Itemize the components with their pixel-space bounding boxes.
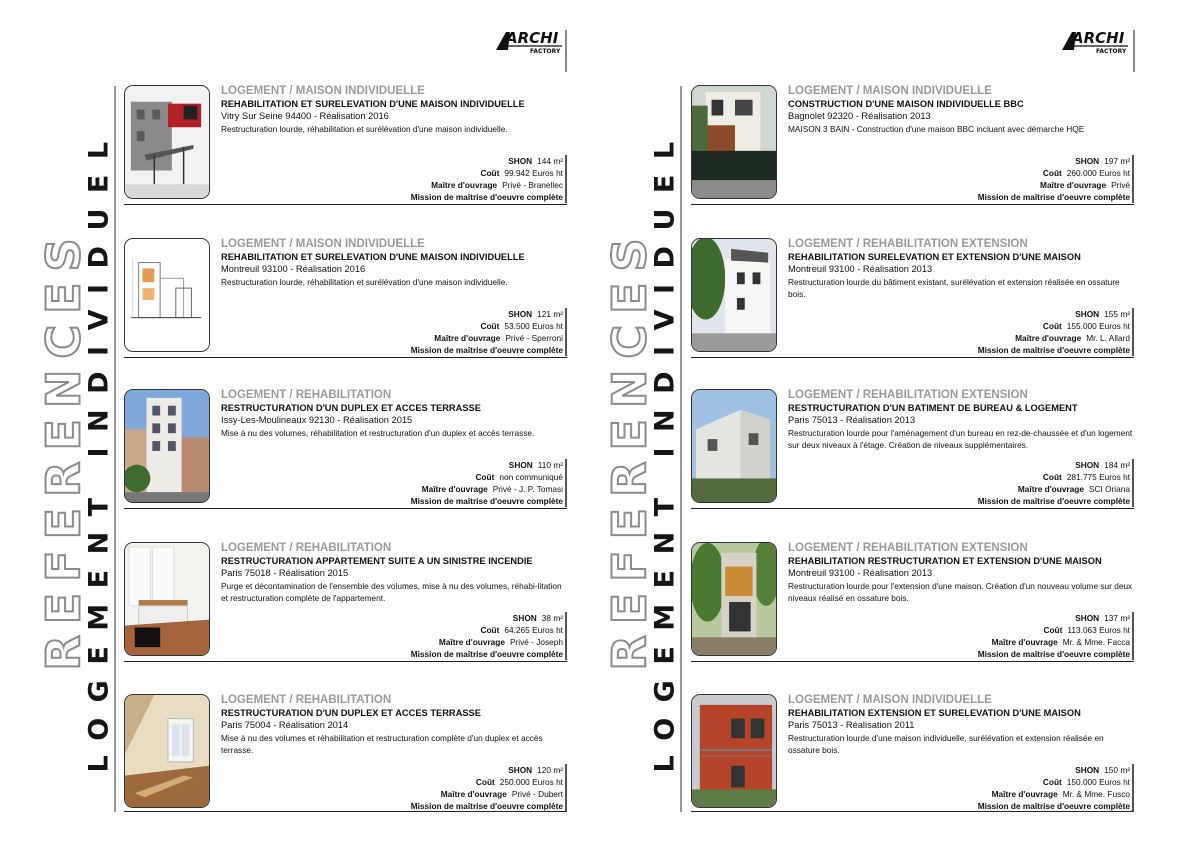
cout-value: 155.000 Euros ht (1066, 321, 1130, 331)
cout-value: 250.000 Euros ht (499, 777, 563, 787)
entry-description: Restructuration lourde, réhabilitation et surélévation d'une maison individuelle. (221, 277, 508, 287)
entry-location: Vitry Sur Seine 94400 - Réalisation 2016 (221, 111, 389, 121)
building-facade-icon (124, 389, 210, 503)
archi-factory-logo (494, 28, 564, 54)
entry-title: REHABILITATION EXTENSION ET SURELEVATION D'UNE MAISON (788, 708, 1081, 718)
entry-details (978, 612, 1130, 660)
maitre-label: Maître d'ouvrage (440, 789, 507, 799)
maitre-label: Maître d'ouvrage (421, 484, 488, 494)
shon-label: SHON (1075, 613, 1100, 623)
reference-entry (691, 694, 1134, 812)
entry-underline (124, 508, 567, 509)
shon-value: 184 m² (1104, 460, 1130, 470)
maitre-label: Maître d'ouvrage (434, 333, 501, 343)
entry-underline (691, 661, 1134, 662)
mission-label: Mission de maîtrise d'oeuvre complète (410, 345, 563, 355)
entry-text (788, 694, 1134, 756)
entry-category: LOGEMENT / REHABILITATION (221, 389, 392, 401)
entry-category: LOGEMENT / REHABILITATION EXTENSION (788, 238, 1028, 250)
vertical-separator (114, 86, 116, 812)
cout-label: Coût (1043, 625, 1063, 635)
entry-text (788, 389, 1134, 451)
reference-entry (124, 694, 567, 812)
entry-text (221, 542, 567, 604)
entry-description: Restructuration lourde d'une maison individuelle, surélévation et extension réalisée en ossature bois. (788, 733, 1104, 755)
entry-location: Montreuil 93100 - Réalisation 2013 (788, 264, 933, 274)
mission-label: Mission de maîtrise d'oeuvre complète (977, 801, 1130, 811)
entry-text (221, 85, 567, 135)
entry-details (411, 459, 563, 507)
logement-individuel-vertical-subtitle: LOGEMENT INDIVIDUEL (83, 125, 115, 773)
logo-divider (1133, 30, 1135, 72)
entry-title: REHABILITATION ET SURELEVATION D'UNE MAISON INDIVIDUELLE (221, 252, 525, 262)
entry-text (221, 238, 567, 288)
shon-value: 137 m² (1104, 613, 1130, 623)
cout-value: 113.063 Euros ht (1067, 625, 1130, 635)
entry-category: LOGEMENT / REHABILITATION (221, 694, 392, 706)
entry-title: RESTRUCTURATION D'UN DUPLEX ET ACCES TERRASSE (221, 708, 481, 718)
entry-category: LOGEMENT / REHABILITATION EXTENSION (788, 389, 1028, 401)
maitre-label: Maître d'ouvrage (1017, 484, 1084, 494)
entry-description: MAISON 3 BAIN - Construction d'une maison BBC incluant avec démarche HQE (788, 124, 1085, 134)
shon-value: 150 m² (1104, 765, 1130, 775)
entry-title: CONSTRUCTION D'UNE MAISON INDIVIDUELLE BBC (788, 99, 1024, 109)
mission-label: Mission de maîtrise d'oeuvre complète (977, 649, 1130, 659)
shon-label: SHON (1075, 156, 1100, 166)
reference-entry (124, 85, 567, 205)
elevation-drawing-icon (124, 238, 210, 352)
cout-label: Coût (480, 321, 500, 331)
maitre-label: Maître d'ouvrage (1040, 180, 1107, 190)
shon-value: 155 m² (1104, 309, 1130, 319)
shon-label: SHON (512, 613, 537, 623)
entry-description: Restructuration lourde pour l'aménagement d'un bureau en rez-de-chaussée et d'un logement sur deux niveaux à l'étage. Création de niveaux supplémentaires. (788, 428, 1133, 450)
red-cladding-icon (691, 694, 777, 808)
entry-underline (124, 204, 567, 205)
render-house-icon (124, 85, 210, 199)
vertical-separator (680, 86, 682, 812)
entry-category: LOGEMENT / MAISON INDIVIDUELLE (788, 85, 992, 97)
maitre-label: Maître d'ouvrage (991, 637, 1058, 647)
shon-value: 110 m² (537, 460, 563, 470)
shon-value: 120 m² (537, 765, 563, 775)
cout-value: 53.500 Euros ht (504, 321, 563, 331)
shon-value: 197 m² (1104, 156, 1130, 166)
maitre-value: Mr. L. Allard (1086, 333, 1130, 343)
modern-house-icon (691, 85, 777, 199)
right-page (566, 0, 1162, 842)
entry-category: LOGEMENT / MAISON INDIVIDUELLE (221, 238, 425, 250)
cout-value: 99.942 Euros ht (504, 168, 563, 178)
cout-value: non communiqué (499, 472, 563, 482)
entry-text (788, 542, 1134, 604)
entry-text (221, 389, 567, 439)
shon-label: SHON (508, 460, 533, 470)
white-cube-icon (691, 389, 777, 503)
maitre-value: Mr. & Mme. Facca (1062, 637, 1130, 647)
entry-underline (124, 357, 567, 358)
logo-word-archi: ARCHI (506, 29, 559, 47)
maitre-value: Privé - Sperroni (505, 333, 563, 343)
entry-title: REHABILITATION RESTRUCTURATION ET EXTENSION D'UNE MAISON (788, 556, 1102, 566)
entry-underline (691, 811, 1134, 812)
reference-entry (691, 542, 1134, 662)
entry-details (411, 155, 563, 203)
entry-details (978, 764, 1130, 812)
logement-individuel-vertical-subtitle: LOGEMENT INDIVIDUEL (649, 125, 681, 773)
entry-location: Paris 75013 - Réalisation 2011 (788, 720, 915, 730)
entry-side-rule (1132, 764, 1134, 812)
white-house-icon (691, 238, 777, 352)
entry-category: LOGEMENT / MAISON INDIVIDUELLE (221, 85, 425, 97)
entry-side-rule (1132, 308, 1134, 356)
reference-entry (691, 85, 1134, 205)
attic-room-icon (124, 694, 210, 808)
entry-text (221, 694, 567, 756)
cout-value: 150.000 Euros ht (1066, 777, 1130, 787)
entry-location: Bagnolet 92320 - Réalisation 2013 (788, 111, 931, 121)
maitre-value: Privé - J. P. Tomasi (492, 484, 563, 494)
entry-details (978, 155, 1130, 203)
maitre-label: Maître d'ouvrage (431, 180, 498, 190)
reference-entry (691, 389, 1134, 509)
entry-location: Issy-Les-Moulineaux 92130 - Réalisation 2015 (221, 415, 413, 425)
cout-value: 64.265 Euros ht (504, 625, 563, 635)
cout-label: Coût (475, 777, 495, 787)
shon-label: SHON (1075, 460, 1100, 470)
shon-label: SHON (508, 765, 533, 775)
entry-location: Montreuil 93100 - Réalisation 2013 (788, 568, 933, 578)
cout-value: 281.775 Euros ht (1066, 472, 1130, 482)
maitre-value: Mr. & Mme. Fusco (1062, 789, 1130, 799)
cout-label: Coût (475, 472, 495, 482)
shon-label: SHON (1075, 309, 1100, 319)
logo-word-factory: FACTORY (1096, 48, 1127, 54)
reference-entry (124, 542, 567, 662)
entry-side-rule (1132, 459, 1134, 507)
entry-description: Restructuration lourde pour l'extension d'une maison. Création d'un nouveau volume sur deux niveaux réalisé en ossature bois. (788, 581, 1133, 603)
entry-details (411, 764, 563, 812)
cout-label: Coût (1042, 321, 1062, 331)
entry-text (788, 238, 1134, 300)
mission-label: Mission de maîtrise d'oeuvre complète (410, 496, 563, 506)
logo-word-archi: ARCHI (1072, 29, 1125, 47)
entry-description: Restructuration lourde, réhabilitation et surélévation d'une maison individuelle. (221, 124, 508, 134)
mission-label: Mission de maîtrise d'oeuvre complète (977, 192, 1130, 202)
entry-underline (124, 811, 567, 812)
references-vertical-title: REFERENCES (603, 227, 657, 671)
shon-value: 121 m² (537, 309, 563, 319)
entry-text (788, 85, 1134, 135)
references-vertical-title: REFERENCES (37, 227, 91, 671)
maitre-label: Maître d'ouvrage (991, 789, 1058, 799)
reference-entry (124, 238, 567, 358)
cout-label: Coût (480, 625, 500, 635)
cout-value: 260.000 Euros ht (1066, 168, 1130, 178)
entry-title: RESTRUCTURATION APPARTEMENT SUITE A UN SINISTRE INCENDIE (221, 556, 533, 566)
cout-label: Coût (1042, 168, 1062, 178)
maitre-value: Privé - Dubert (511, 789, 563, 799)
entry-underline (691, 357, 1134, 358)
entry-details (411, 308, 563, 356)
entry-location: Paris 75004 - Réalisation 2014 (221, 720, 349, 730)
entry-description: Purge et décontamination de l'ensemble des volumes, mise à nu des volumes, réhabi-litation et restructuration complète de l'appartement. (221, 581, 562, 603)
maitre-label: Maître d'ouvrage (438, 637, 505, 647)
entry-description: Mise à nu des volumes et réhabilitation et restructuration complète d'un duplex et accès terrasse. (221, 733, 543, 755)
cout-label: Coût (480, 168, 500, 178)
shon-value: 38 m² (541, 613, 563, 623)
entry-details (978, 308, 1130, 356)
maitre-value: SCI Oriana (1088, 484, 1130, 494)
reference-entry (124, 389, 567, 509)
mission-label: Mission de maîtrise d'oeuvre complète (410, 649, 563, 659)
maitre-label: Maître d'ouvrage (1015, 333, 1082, 343)
entry-underline (124, 661, 567, 662)
mission-label: Mission de maîtrise d'oeuvre complète (410, 801, 563, 811)
entry-title: REHABILITATION SURELEVATION ET EXTENSION D'UNE MAISON (788, 252, 1081, 262)
entry-location: Paris 75018 - Réalisation 2015 (221, 568, 349, 578)
maitre-value: Privé - Joseph (509, 637, 563, 647)
cout-label: Coût (1042, 472, 1062, 482)
entry-underline (691, 508, 1134, 509)
entry-details (411, 612, 563, 660)
cout-label: Coût (1042, 777, 1062, 787)
shon-label: SHON (1075, 765, 1100, 775)
reference-entry (691, 238, 1134, 358)
maitre-value: Privé (1111, 180, 1130, 190)
entry-location: Paris 75013 - Réalisation 2013 (788, 415, 916, 425)
shon-label: SHON (508, 309, 533, 319)
entry-details (978, 459, 1130, 507)
entry-category: LOGEMENT / REHABILITATION (221, 542, 392, 554)
mission-label: Mission de maîtrise d'oeuvre complète (410, 192, 563, 202)
shon-value: 144 m² (537, 156, 563, 166)
entry-underline (691, 204, 1134, 205)
entry-title: RESTRUCTURATION D'UN BATIMENT DE BUREAU & LOGEMENT (788, 403, 1078, 413)
entry-category: LOGEMENT / MAISON INDIVIDUELLE (788, 694, 992, 706)
kitchen-interior-icon (124, 542, 210, 656)
logo-word-factory: FACTORY (530, 48, 561, 54)
entry-side-rule (1132, 155, 1134, 203)
mission-label: Mission de maîtrise d'oeuvre complète (977, 496, 1130, 506)
entry-title: REHABILITATION ET SURELEVATION D'UNE MAISON INDIVIDUELLE (221, 99, 525, 109)
entry-category: LOGEMENT / REHABILITATION EXTENSION (788, 542, 1028, 554)
maitre-value: Privé - Branellec (502, 180, 563, 190)
entry-description: Restructuration lourde du bâtiment existant, surélévation et extension réalisée en ossature bois. (788, 277, 1120, 299)
entry-title: RESTRUCTURATION D'UN DUPLEX ET ACCES TERRASSE (221, 403, 481, 413)
mission-label: Mission de maîtrise d'oeuvre complète (977, 345, 1130, 355)
entry-location: Montreuil 93100 - Réalisation 2016 (221, 264, 366, 274)
entry-side-rule (1132, 612, 1134, 660)
entry-description: Mise à nu des volumes, réhabilitation et restructuration d'un duplex et accès terrasse. (221, 428, 535, 438)
archi-factory-logo (1060, 28, 1130, 54)
shon-label: SHON (508, 156, 533, 166)
wood-extension-icon (691, 542, 777, 656)
